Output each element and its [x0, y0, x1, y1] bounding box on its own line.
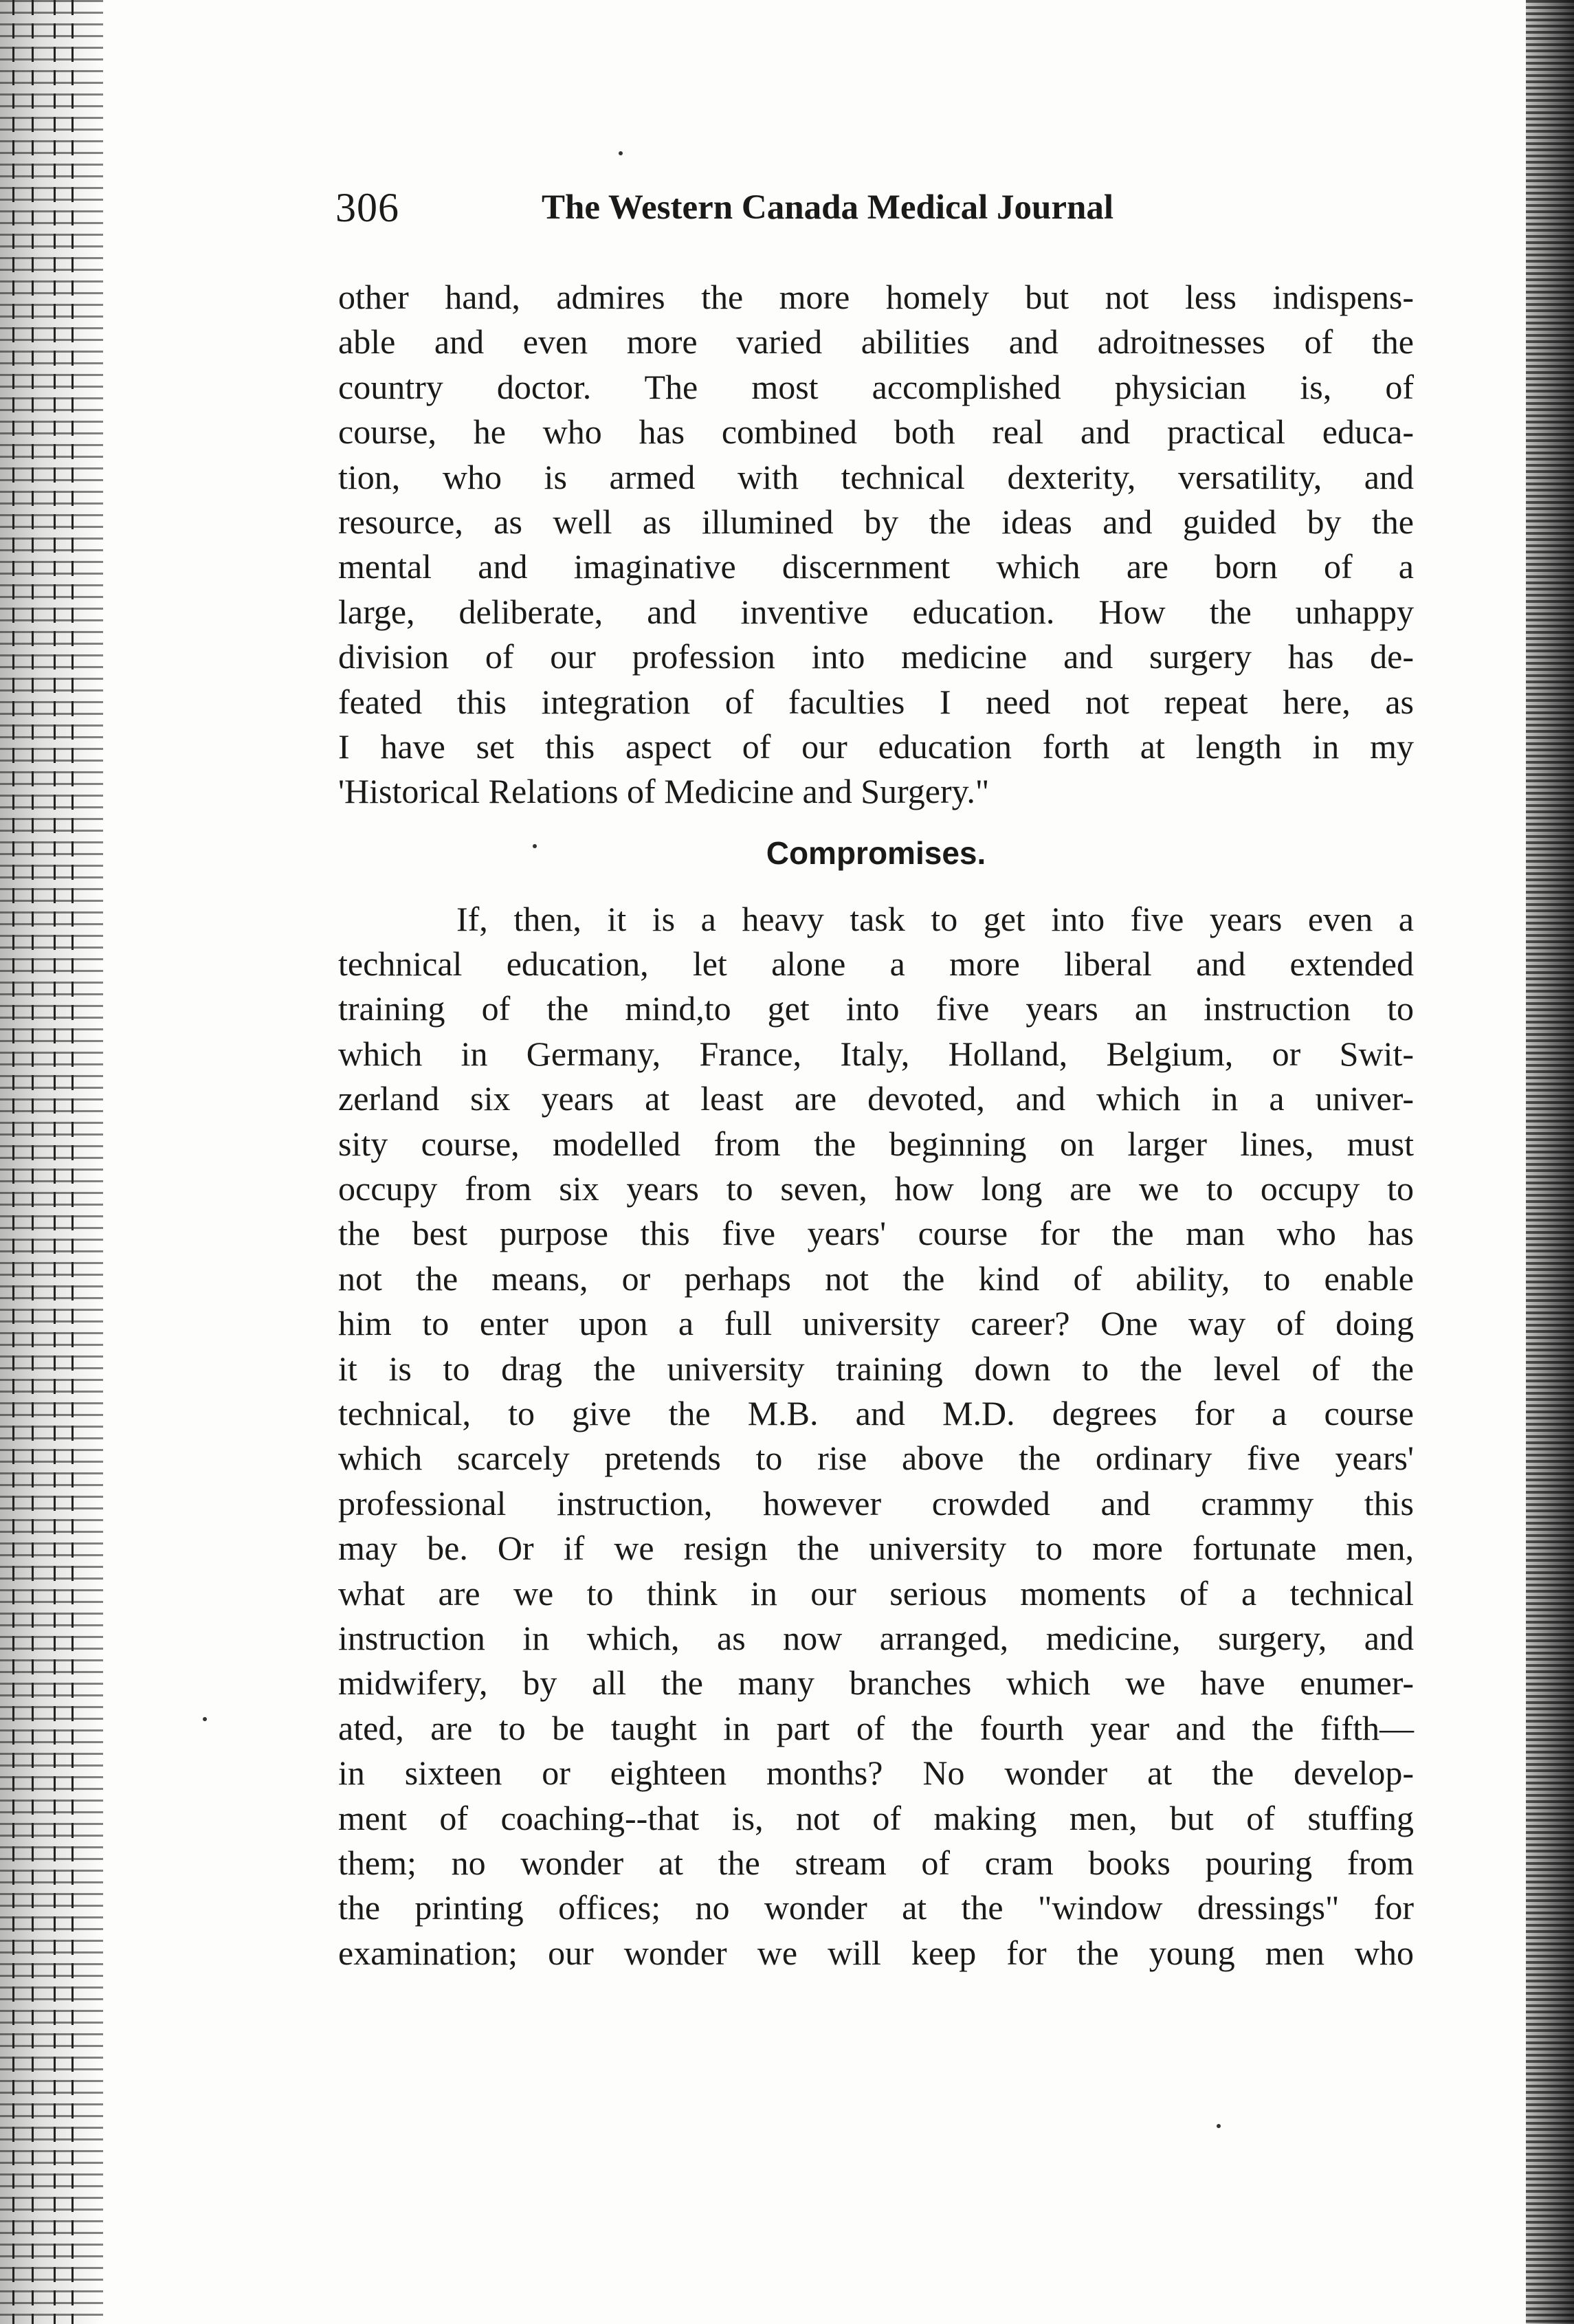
section-heading: Compromises. [766, 834, 986, 871]
text-line: I have set this aspect of our education forth at length in my [338, 727, 1414, 766]
text-line: in sixteen or eighteen months? No wonder at the develop- [338, 1753, 1414, 1793]
text-line: not the means, or perhaps not the kind of ability, to enable [338, 1259, 1414, 1298]
text-line: If, then, it is a heavy task to get into five years even a [456, 899, 1414, 938]
body-text [338, 275, 1414, 1976]
text-line: professional instruction, however crowded and crammy this [338, 1483, 1414, 1523]
text-line: ment of coaching--that is, not of making men, but of stuffing [338, 1798, 1414, 1837]
page-header [335, 180, 1408, 235]
text-line: it is to drag the university training down to the level of the [338, 1349, 1414, 1388]
print-speck [619, 151, 623, 155]
text-line: 'Historical Relations of Medicine and Surgery." [338, 772, 990, 811]
text-line: them; no wonder at the stream of cram books pouring from [338, 1843, 1414, 1882]
text-line: able and even more varied abilities and adroitnesses of the [338, 322, 1414, 362]
text-line: what are we to think in our serious moments of a technical [338, 1573, 1414, 1613]
text-line: sity course, modelled from the beginning on larger lines, must [338, 1124, 1414, 1163]
text-line: him to enter upon a full university career? One way of doing [338, 1304, 1414, 1343]
right-page-edge [1526, 0, 1574, 2324]
text-line: feated this integration of faculties I need not repeat here, as [338, 682, 1414, 721]
text-line: course, he who has combined both real and practical educa- [338, 412, 1414, 452]
text-line: large, deliberate, and inventive education. How the unhappy [338, 592, 1414, 631]
text-line: technical education, let alone a more liberal and extended [338, 944, 1414, 984]
text-line: which in Germany, France, Italy, Holland, Belgium, or Swit- [338, 1034, 1414, 1073]
text-line: ated, are to be taught in part of the fourth year and the fifth— [338, 1708, 1414, 1747]
text-line: zerland six years at least are devoted, and which in a univer- [338, 1079, 1414, 1118]
text-line: occupy from six years to seven, how long are we to occupy to [338, 1169, 1414, 1208]
text-line: tion, who is armed with technical dexterity, versatility, and [338, 457, 1414, 496]
print-speck [203, 1717, 207, 1721]
text-line: midwifery, by all the many branches which we have enumer- [338, 1663, 1414, 1703]
text-line: other hand, admires the more homely but not less indispens- [338, 278, 1414, 316]
print-speck [1217, 2124, 1221, 2128]
text-line: instruction in which, as now arranged, medicine, surgery, and [338, 1618, 1414, 1657]
left-binding-edge [0, 0, 103, 2324]
page-number: 306 [335, 185, 399, 230]
paragraph-1 [338, 275, 1414, 815]
text-line: the printing offices; no wonder at the "window dressings" for [338, 1888, 1414, 1927]
paragraph-2 [338, 897, 1414, 1976]
text-line: technical, to give the M.B. and M.D. degrees for a course [338, 1393, 1414, 1432]
text-line: which scarcely pretends to rise above the ordinary five years' [338, 1439, 1414, 1478]
text-line: resource, as well as illumined by the ideas and guided by the [338, 502, 1414, 541]
text-line: country doctor. The most accomplished physician is, of [338, 367, 1414, 406]
text-line: may be. Or if we resign the university to more fortunate men, [338, 1529, 1414, 1568]
print-speck [533, 844, 537, 848]
running-title: The Western Canada Medical Journal [542, 188, 1114, 227]
text-line: the best purpose this five years' course for the man who has [338, 1214, 1414, 1253]
text-line: division of our profession into medicine and surgery has de- [338, 637, 1414, 676]
text-line: mental and imaginative discernment which are born of a [338, 547, 1414, 586]
text-line: examination; our wonder we will keep for the young men who [338, 1933, 1414, 1972]
text-line: training of the mind,to get into five years an instruction to [338, 989, 1414, 1028]
